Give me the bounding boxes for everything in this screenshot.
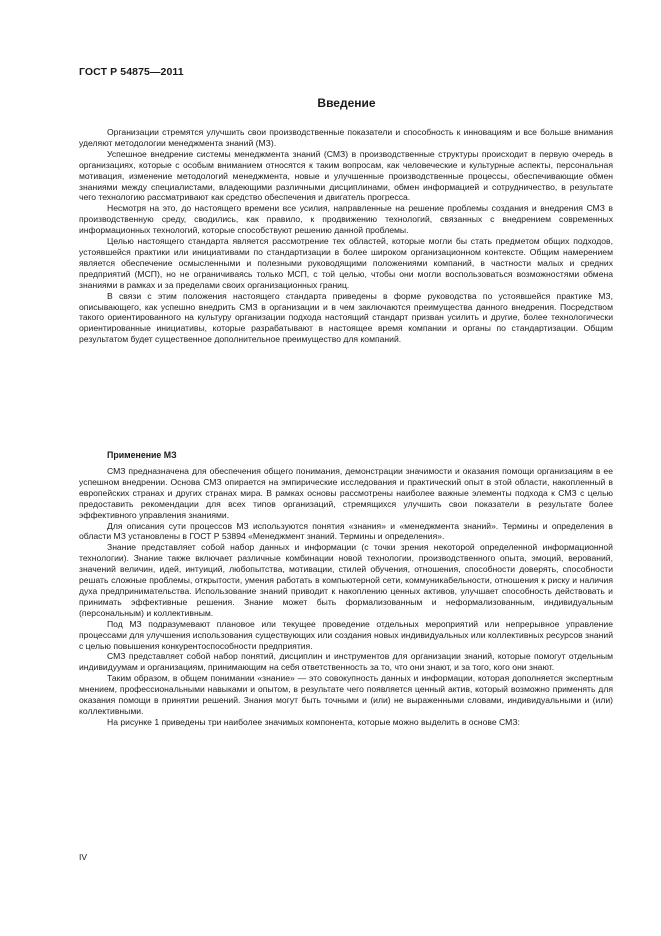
intro-paragraph: Организации стремятся улучшить свои производственные показатели и способность к инновациям и все больше внимания уделяют методологии менеджмента знаний (МЗ). xyxy=(79,127,613,148)
section-paragraph: Знание представляет собой набор данных и информации (с точки зрения некоторой определенной информационной технологии). Знание также включает различные комбинации новой технологии, производственного опыта, эмоций, верований, значений величин, идей, интуиций, любопытства, мотивации, стилей обучения, отношения, способности доверять, способности решать сложные проблемы, открытости, умения работать в компьютерной сети, коммуникабельности, отношения к риску и наличия духа предпринимательства. Использование знаний приводит к накоплению ценных активов, улучшает способность действовать и принимать эффективные решения. Знание может быть формализованным и неформализованным, индивидуальным (персональным) и коллективным. xyxy=(79,542,613,618)
page-title: Введение xyxy=(317,96,376,110)
section-body xyxy=(79,466,613,728)
intro-paragraph: Целью настоящего стандарта является рассмотрение тех областей, которые могли бы стать предметом общих подходов, устоявшейся практики или инициативами по стандартизации в более широком организационном контексте. Общим намерением является обеспечение осмысленными и полезными руководящими положениями компаний, в частности малых и средних предприятий (МСП), но не ограничиваясь только МСП, с той целью, чтобы они могли воспользоваться возможностями обмена знаниями в рамках и за пределами своих организационных границ. xyxy=(79,236,613,290)
intro-paragraph: В связи с этим положения настоящего стандарта приведены в форме руководства по устоявшейся практике МЗ, описывающего, как успешно внедрить СМЗ в организации и в чем заключаются преимущества данного внедрения. Посредством такого ориентированного на культуру организации подхода настоящий стандарт призван усилить и другие, более технологически ориентированные инициативы, которые разрабатывают в настоящее время компании и органы по стандартизации. Общим результатом будет существенное дополнительное преимущество для компаний. xyxy=(79,290,613,345)
section-paragraph: Под МЗ подразумевают плановое или текущее проведение отдельных мероприятий или непрерывное управление процессами для улучшения использования существующих или создания новых индивидуальных или коллективных ресурсов знаний с целью повышения конкурентоспособности предприятия. xyxy=(79,618,613,651)
document-header: ГОСТ Р 54875—2011 xyxy=(79,66,184,78)
page-number: IV xyxy=(79,852,88,862)
section-paragraph: На рисунке 1 приведены три наиболее значимых компонента, которые можно выделить в основе СМЗ: xyxy=(107,716,520,727)
section-paragraph: СМЗ предназначена для обеспечения общего понимания, демонстрации значимости и оказания помощи организациям в ее успешном внедрении. Основа СМЗ опирается на эмпирические исследования и практический опыт в этой области, накопленный в европейских странах и других странах мира. В рамках основы рассмотрены наиболее важные элементы подхода к СМЗ с целью предоставить рекомендации для всех типов организаций, стремящихся улучшить свои показатели в результате более эффективного управления знаниями. xyxy=(79,466,613,520)
intro-paragraph: Несмотря на это, до настоящего времени все усилия, направленные на решение проблемы создания и внедрения СМЗ в производственную среду, сводились, как правило, к продвижению технологий, связанных с внедрением современных информационных технологий, которые способствуют решению данной проблемы. xyxy=(79,203,613,236)
intro-section xyxy=(79,127,613,345)
section-paragraph: СМЗ представляет собой набор понятий, дисциплин и инструментов для организации знаний, которые помогут отдельным индивидуумам и организациям, принимающим на себя ответственность за то, что они знают, и за того, кого они знают. xyxy=(79,651,613,673)
intro-paragraph: Успешное внедрение системы менеджмента знаний (СМЗ) в производственные структуры происходит в первую очередь в организациях, которые с особым вниманием относятся к таким вопросам, как человеческие и культурные аспекты, персональная мотивация, изменение методологий менеджмента, новые и улучшенные производственные процессы, обеспечивающие обмен знаниями между специалистами, владеющими различными дисциплинами, обмен информацией и сотрудничество, в результате чего технологию рассматривают как средство обеспечения и двигатель прогресса. xyxy=(79,148,613,203)
section-paragraph: Для описания сути процессов МЗ используются понятия «знания» и «менеджмента знаний». Термины и определения в области МЗ установлены в ГОСТ Р 53894 «Менеджмент знаний. Термины и определения». xyxy=(79,520,613,542)
section-heading: Применение МЗ xyxy=(107,450,177,460)
section-paragraph: Таким образом, в общем понимании «знание» — это совокупность данных и информации, которая дополняется экспертным мнением, профессиональными навыками и опытом, в результате чего появляется ценный актив, который возможно применять для оказания помощи в принятии решений. Знания могут быть точными и (или) не выраженными словами, индивидуальными и (или) коллективными. xyxy=(79,673,613,716)
